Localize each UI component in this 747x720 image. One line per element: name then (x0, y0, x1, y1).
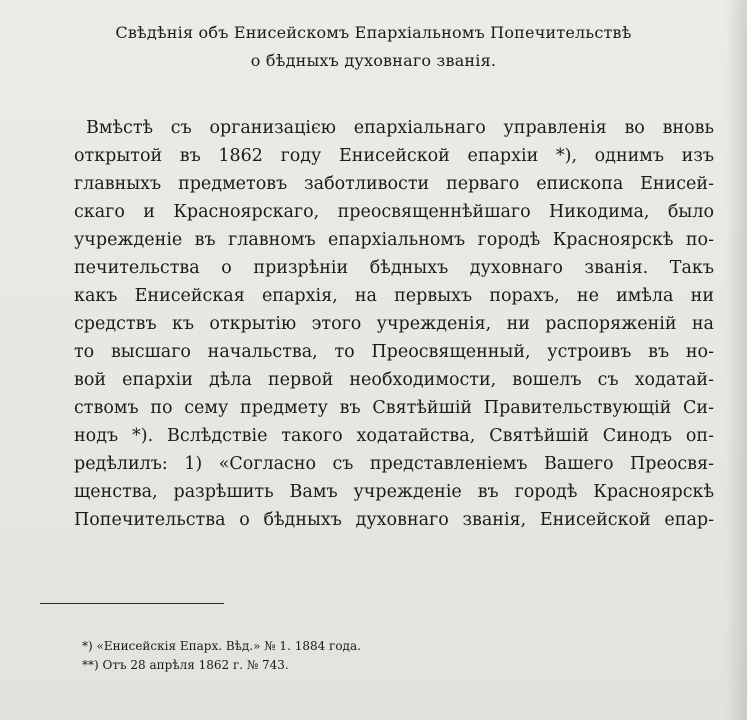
title-line-1: Свѣдѣнія объ Енисейскомъ Епархіальномъ Попечительствѣ (115, 23, 632, 42)
body-line: какъ Енисейская епархія, на первыхъ порахъ, не имѣла ни (74, 286, 714, 306)
body-line: Вмѣстѣ съ организацією епархіальнаго управленія во вновь (86, 118, 714, 138)
body-line: то высшаго начальства, то Преосвященный, устроивъ въ но- (74, 342, 714, 362)
footnote-1: *) «Енисейскія Епарх. Вѣд.» № 1. 1884 года. (82, 639, 361, 653)
body-line: учрежденіе въ главномъ епархіальномъ городѣ Красноярскѣ по- (74, 230, 714, 250)
body-line: нодъ *). Вслѣдствіе такого ходатайства, Святѣйшій Синодъ оп- (74, 426, 714, 446)
body-line: ствомъ по сему предмету въ Святѣйшій Правительствующій Си- (74, 398, 714, 418)
body-line: печительства о призрѣніи бѣдныхъ духовнаго званія. Такъ (74, 258, 714, 278)
body-line: вой епархіи дѣла первой необходимости, вошелъ съ ходатай- (74, 370, 714, 390)
footnote-2: **) Отъ 28 апрѣля 1862 г. № 743. (82, 658, 289, 672)
body-line: открытой въ 1862 году Енисейской епархіи *), однимъ изъ (74, 146, 714, 166)
footnote-divider (40, 603, 224, 604)
title-line-2: о бѣдныхъ духовнаго званія. (250, 51, 497, 70)
body-line: Попечительства о бѣдныхъ духовнаго званія, Енисейской епар- (74, 510, 714, 530)
body-line: главныхъ предметовъ заботливости перваго епископа Енисей- (74, 174, 714, 194)
body-line: скаго и Красноярскаго, преосвященнѣйшаго Никодима, было (74, 202, 714, 222)
body-line: редѣлилъ: 1) «Согласно съ представленіемъ Вашего Преосвя- (74, 454, 714, 474)
body-line: средствъ къ открытію этого учрежденія, ни распоряженій на (74, 314, 714, 334)
page-edge-shadow (725, 0, 747, 720)
body-line: щенства, разрѣшить Вамъ учрежденіе въ городѣ Красноярскѣ (74, 482, 714, 502)
